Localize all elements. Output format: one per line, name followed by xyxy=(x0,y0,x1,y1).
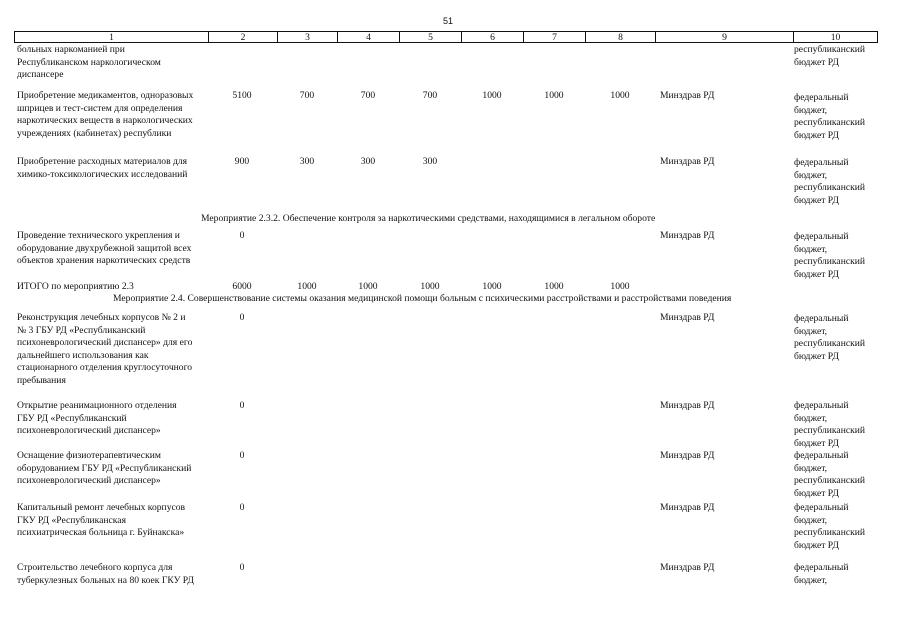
value-col5: 300 xyxy=(422,156,438,167)
value-col6: 1000 xyxy=(482,281,502,292)
section-heading: Мероприятие 2.3.2. Обеспечение контроля за наркотическими средствами, находящимися в легальном обороте xyxy=(201,213,656,224)
column-header-8: 8 xyxy=(585,31,655,43)
value-col5: 700 xyxy=(422,90,438,101)
value-col2: 0 xyxy=(239,230,245,241)
row-name: Капитальный ремонт лечебных корпусов ГКУ РД «Республиканская психиатрическая больница г. Буйнакска» xyxy=(17,502,186,539)
value-col2: 0 xyxy=(239,450,245,461)
value-col4: 700 xyxy=(360,90,376,101)
column-header-2: 2 xyxy=(208,31,277,43)
column-header-4: 4 xyxy=(337,31,399,43)
row-name: Строительство лечебного корпуса для туберкулезных больных на 80 коек ГКУ РД xyxy=(17,562,194,586)
row-funding-source: федеральный бюджет, республиканский бюджет РД xyxy=(794,450,866,499)
value-col2: 5100 xyxy=(232,90,252,101)
value-col8: 1000 xyxy=(610,281,630,292)
row-funding-source: федеральный бюджет, республиканский бюджет РД xyxy=(794,502,866,551)
value-col4: 1000 xyxy=(358,281,378,292)
section-heading: Мероприятие 2.4. Совершенствование системы оказания медицинской помощи больным с психическими расстройствами и расстройствами поведения xyxy=(113,293,732,304)
row-name: больных наркоманией при Республиканском наркологическом диспансере xyxy=(17,44,161,81)
page-number: 51 xyxy=(443,16,454,26)
row-name: Оснащение физиотерапевтическим оборудованием ГБУ РД «Республиканский психоневрологический диспансер» xyxy=(17,450,192,487)
value-col2: 0 xyxy=(239,562,245,573)
row-executor: Минздрав РД xyxy=(660,312,715,323)
row-executor: Минздрав РД xyxy=(660,156,715,167)
total-row-label: ИТОГО по мероприятию 2.3 xyxy=(17,281,134,292)
row-funding-source: федеральный бюджет, республиканский бюджет РД xyxy=(794,92,866,141)
value-col3: 300 xyxy=(299,156,315,167)
row-funding-source: республиканский бюджет РД xyxy=(794,44,866,68)
value-col5: 1000 xyxy=(420,281,440,292)
value-col6: 1000 xyxy=(482,90,502,101)
row-name: Реконструкция лечебных корпусов № 2 и № 3 ГБУ РД «Республиканский психоневрологический диспансер» для его дальнейшего использования как стационарного отделения круглосуточного пребывания xyxy=(17,312,193,386)
row-executor: Минздрав РД xyxy=(660,450,715,461)
row-funding-source: федеральный бюджет, xyxy=(794,562,849,586)
value-col3: 1000 xyxy=(297,281,317,292)
value-col2: 0 xyxy=(239,502,245,513)
row-executor: Минздрав РД xyxy=(660,400,715,411)
value-col7: 1000 xyxy=(544,90,564,101)
row-name: Открытие реанимационного отделения ГБУ РД «Республиканский психоневрологический диспансер» xyxy=(17,400,177,437)
row-funding-source: федеральный бюджет, республиканский бюджет РД xyxy=(794,313,866,362)
column-header-9: 9 xyxy=(655,31,793,43)
row-executor: Минздрав РД xyxy=(660,562,715,573)
value-col3: 700 xyxy=(299,90,315,101)
value-col7: 1000 xyxy=(544,281,564,292)
row-name: Проведение технического укрепления и оборудование двухрубежной защитой всех объектов хранения наркотических средств xyxy=(17,230,192,267)
column-header-10: 10 xyxy=(793,31,878,43)
row-name: Приобретение медикаментов, одноразовых шприцев и тест-систем для определения наркотических веществ в наркологических учреждениях (кабинетах) республики xyxy=(17,90,194,139)
column-header-1: 1 xyxy=(14,31,208,43)
row-executor: Минздрав РД xyxy=(660,502,715,513)
row-name: Приобретение расходных материалов для химико-токсикологических исследований xyxy=(17,156,188,180)
row-funding-source: федеральный бюджет, республиканский бюджет РД xyxy=(794,400,866,449)
column-header-6: 6 xyxy=(461,31,523,43)
value-col2: 0 xyxy=(239,312,245,323)
row-funding-source: федеральный бюджет, республиканский бюджет РД xyxy=(794,231,866,280)
value-col2: 6000 xyxy=(232,281,252,292)
column-header-7: 7 xyxy=(523,31,585,43)
value-col2: 900 xyxy=(234,156,250,167)
column-header-3: 3 xyxy=(277,31,337,43)
column-header-5: 5 xyxy=(399,31,461,43)
value-col8: 1000 xyxy=(610,90,630,101)
row-funding-source: федеральный бюджет, республиканский бюджет РД xyxy=(794,157,866,206)
value-col4: 300 xyxy=(360,156,376,167)
value-col2: 0 xyxy=(239,400,245,411)
row-executor: Минздрав РД xyxy=(660,90,715,101)
row-executor: Минздрав РД xyxy=(660,230,715,241)
